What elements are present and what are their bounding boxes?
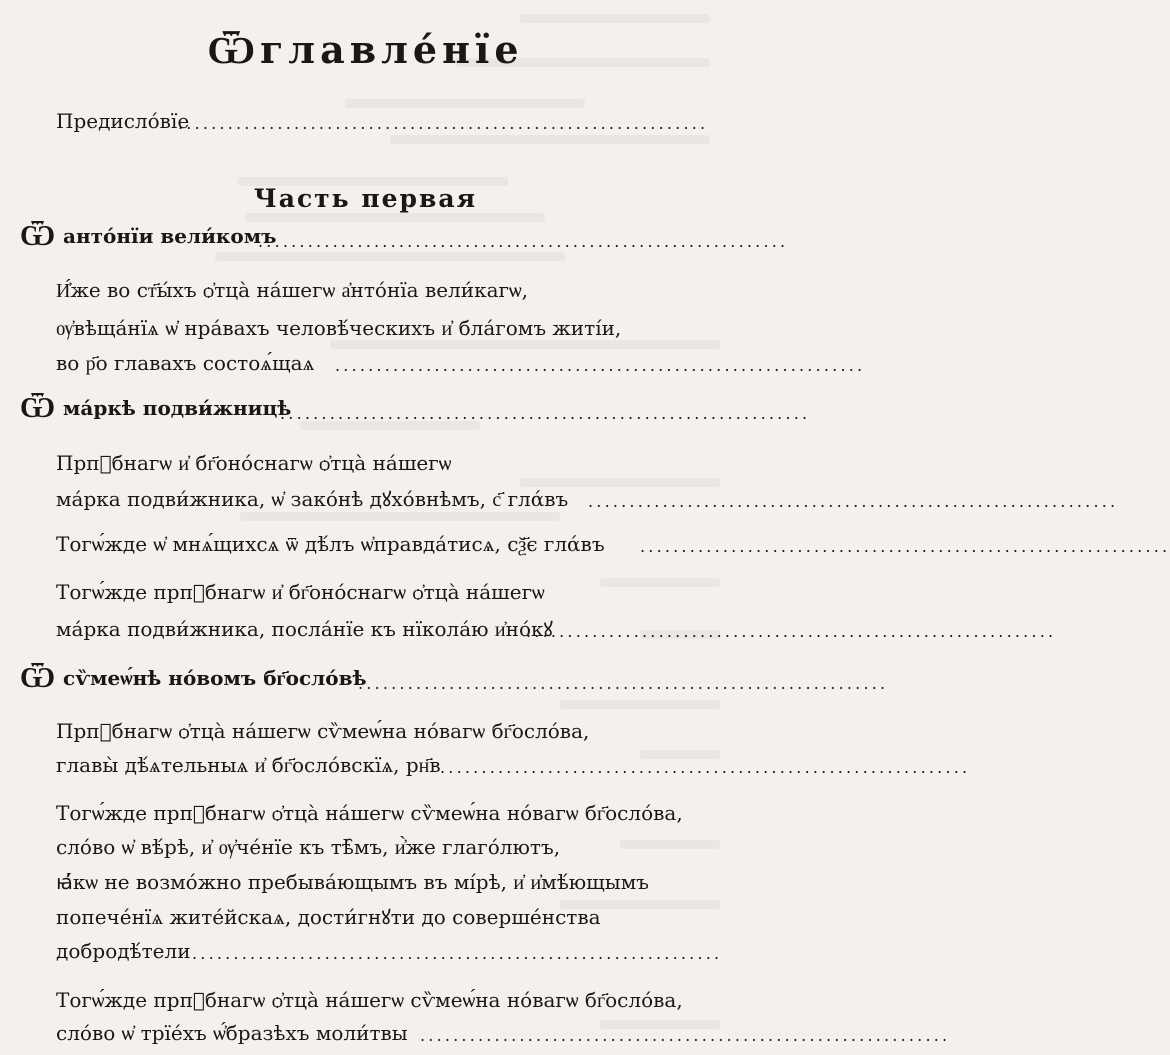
- entry-line: ѹ҆вѣща́нїѧ ѡ҆ нра́вахъ человѣ́ческихъ и҆ бла́гомъ житі́и,: [56, 316, 622, 340]
- entry-line: Прпⷣбнагѡ ѻ҆тца̀ на́шегѡ сѷмеѡ́на но́вагѡ бг҃осло́ва,: [56, 719, 590, 743]
- entry-leader: ................................................................: [440, 758, 971, 777]
- section-initial: Ѿ: [20, 219, 56, 252]
- section-leader: ................................................................: [280, 404, 811, 423]
- entry-line: добродѣ́тели: [56, 939, 191, 963]
- section-leader: ................................................................: [258, 232, 789, 251]
- entry-line: ма́рка подви́жника, ѡ҆ зако́нѣ дꙋхо́внѣмъ, с҃ глάвъ: [56, 487, 569, 511]
- entry-line: Тогѡ́жде прпⷣбнагѡ ѻ҆тца̀ на́шегѡ сѷмеѡ́на но́вагѡ бг҃осло́ва,: [56, 801, 683, 825]
- entry-line: ꙗ҆́кѡ не возмо́жно пребыва́ющымъ въ мі́рѣ, и҆ и҆мѣ́ющымъ: [56, 870, 649, 894]
- entry-line: главы̀ дѣ́ѧтельныѧ и҆ бг҃осло́вскїѧ, рн҃в: [56, 753, 441, 777]
- section-heading-text: анто́нїи вели́комъ: [63, 224, 277, 248]
- entry-line: Тогѡ́жде ѡ҆ мнѧ́щихсѧ ѿ дѣ́лъ ѡ҆правда́тисѧ, сѯ҃є глάвъ: [56, 532, 605, 556]
- entry-line: Прпⷣбнагѡ и҆ бг҃оно́снагѡ ѻ҆тца̀ на́шегѡ: [56, 451, 452, 475]
- entry-line: попече́нїѧ жите́йскаѧ, дости́гнꙋти до соверше́нства: [56, 905, 601, 929]
- entry-leader: ................................................................: [588, 492, 1119, 511]
- part-title: Часть первая: [253, 184, 478, 213]
- entry-line: И҆́же во ст҃ы́хъ ѻ҆тца̀ на́шегѡ а҆нто́нїа вели́кагѡ,: [56, 278, 529, 302]
- section-heading-text: ма́ркѣ подви́жницѣ: [63, 396, 292, 420]
- entry-leader: ................................................................: [192, 944, 723, 963]
- entry-line: сло́во ѡ҆ вѣ́рѣ, и҆ ѹ҆че́нїе къ тѣ̑мъ, и҆̀же глаго́лютъ,: [56, 835, 561, 859]
- preface-label: Предисло́вїе: [56, 109, 190, 133]
- section-initial: Ѿ: [20, 391, 56, 424]
- section-initial: Ѿ: [20, 661, 56, 694]
- section-leader: ................................................................: [358, 674, 889, 693]
- entry-line: Тогѡ́жде прпⷣбнагѡ ѻ҆тца̀ на́шегѡ сѷмеѡ́на но́вагѡ бг҃осло́ва,: [56, 988, 683, 1012]
- section-heading: [20, 661, 367, 694]
- section-heading-text: сѷмеѡ́нѣ но́вомъ бг҃осло́вѣ: [63, 666, 367, 690]
- entry-line: ма́рка подви́жника, посла́нїе къ нїкола́ю и҆но́кꙋ: [56, 617, 553, 641]
- page-title: Ѿглавле́нїе: [207, 27, 524, 72]
- section-heading: [20, 219, 277, 252]
- entry-leader: ................................................................: [420, 1026, 951, 1045]
- entry-line: Тогѡ́жде прпⷣбнагѡ и҆ бг҃оно́снагѡ ѻ҆тца̀ на́шегѡ: [56, 580, 545, 604]
- preface-leader: ................................................................: [178, 114, 709, 133]
- entry-line: во р҃о главахъ состоѧ́щаѧ: [56, 351, 315, 375]
- entry-leader: ................................................................: [335, 356, 866, 375]
- entry-leader: ................................................................: [526, 622, 1057, 641]
- entry-line: сло́во ѡ҆ трїе́хъ ѡ҆́бразѣхъ моли́твы: [56, 1021, 408, 1045]
- entry-leader: ................................................................: [640, 537, 1170, 556]
- section-heading: [20, 391, 292, 424]
